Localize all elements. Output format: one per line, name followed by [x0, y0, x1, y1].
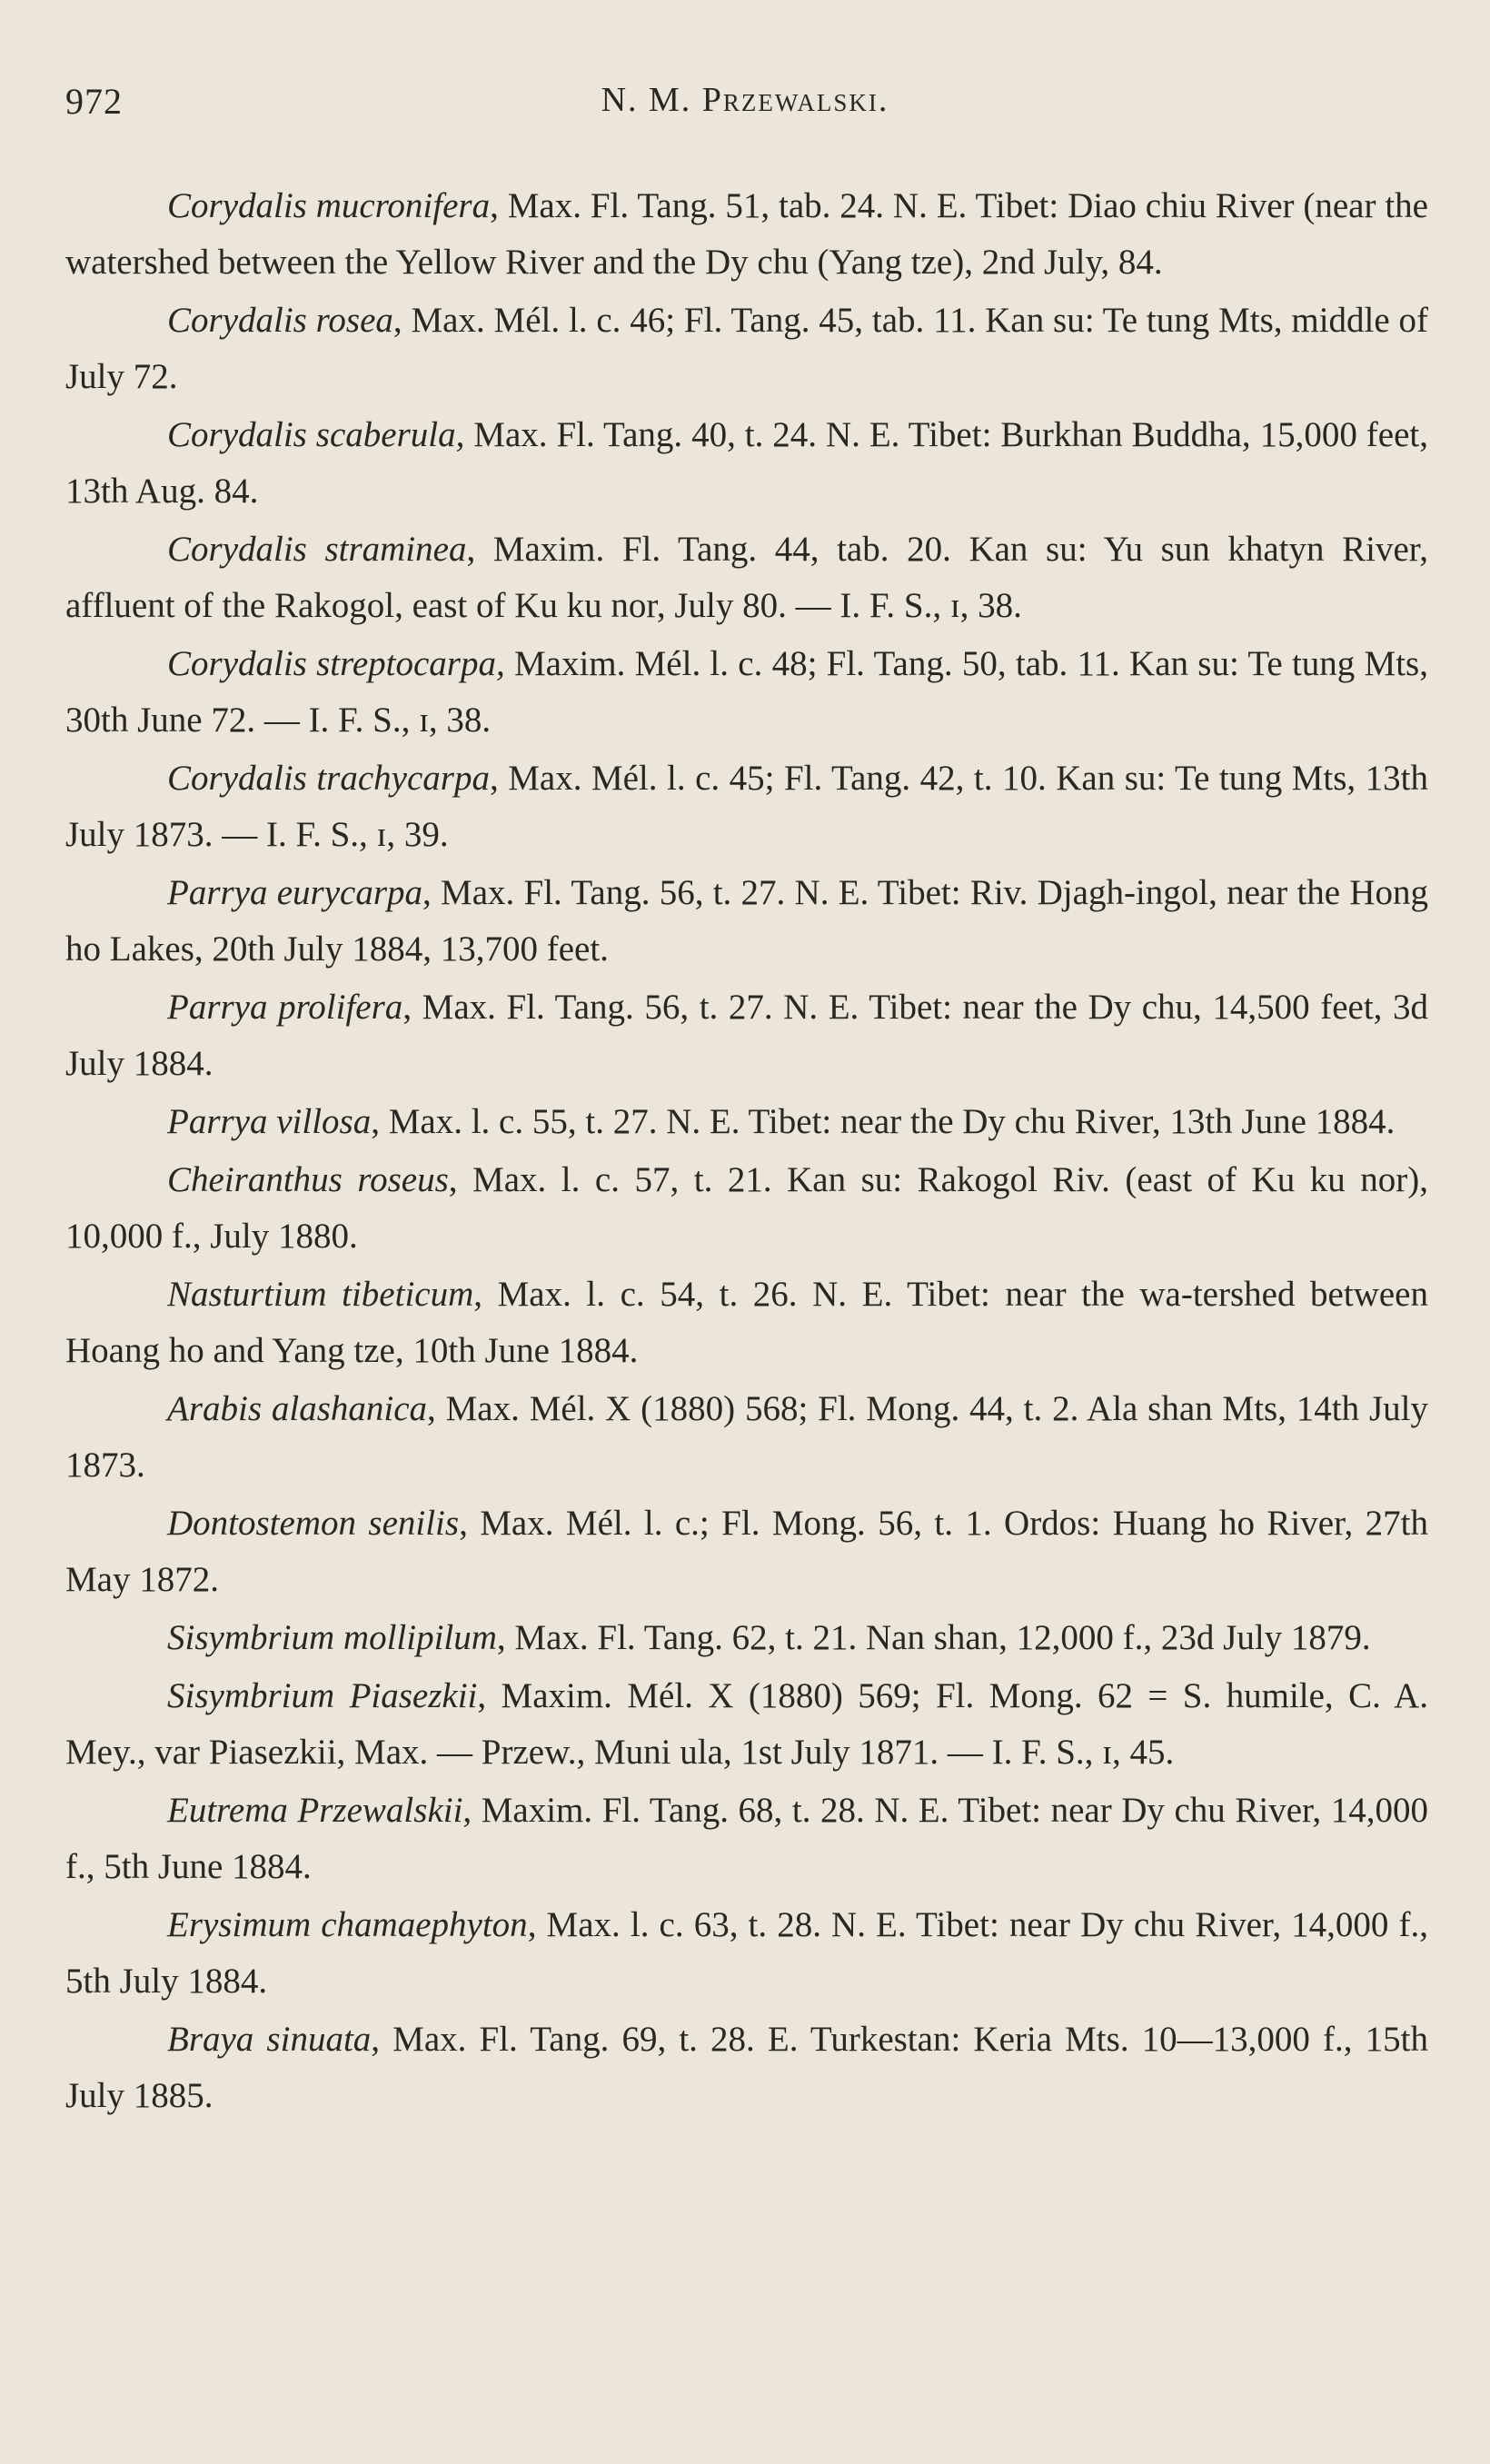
taxon-name: Sisymbrium Piasezkii: [167, 1676, 478, 1715]
entry-text: , Max. Mél. l. c. 46; Fl. Tang. 45, tab. 11. Kan su: Te tung Mts, middle of July 72.: [65, 301, 1428, 396]
list-item: [65, 636, 1428, 749]
entry-text: , Maxim. Fl. Tang. 44, tab. 20. Kan su: Yu sun khatyn River, affluent of the Rakogol, east of Ku ku nor, July 80. — I. F. S., ɪ, 38.: [65, 530, 1428, 625]
taxon-name: Parrya eurycarpa: [167, 873, 423, 912]
taxon-name: Parrya prolifera: [167, 988, 403, 1027]
list-item: [65, 1495, 1428, 1608]
taxon-name: Nasturtium tibeticum: [167, 1275, 474, 1314]
taxon-name: Corydalis streptocarpa,: [167, 644, 505, 683]
entry-text: , Max. Mél. l. c. 45; Fl. Tang. 42, t. 10. Kan su: Te tung Mts, 13th July 1873. — I. F. S., ɪ, 39.: [65, 759, 1428, 854]
taxon-name: Erysimum chamaephyton: [167, 1905, 528, 1944]
taxon-name: Cheiranthus roseus: [167, 1160, 449, 1199]
list-item: [65, 750, 1428, 863]
entry-text: , Max. l. c. 55, t. 27. N. E. Tibet: near the Dy chu River, 13th June 1884.: [371, 1102, 1396, 1141]
list-item: [65, 178, 1428, 291]
taxon-name: Sisymbrium mollipilum: [167, 1618, 497, 1657]
list-item: [65, 522, 1428, 634]
entry-text: , Max. Fl. Tang. 51, tab. 24. N. E. Tibet: Diao chiu River (near the watershed between the Yellow River and the Dy chu (Yang tze), 2nd July, 84.: [65, 186, 1428, 282]
entry-text: , Max. Mél. l. c.; Fl. Mong. 56, t. 1. Ordos: Huang ho River, 27th May 1872.: [65, 1504, 1428, 1599]
list-item: [65, 1152, 1428, 1265]
list-item: [65, 1668, 1428, 1781]
list-item: [65, 293, 1428, 405]
list-item: [65, 865, 1428, 978]
entry-text: , Max. Fl. Tang. 69, t. 28. E. Turkestan: Keria Mts. 10—13,000 f., 15th July 1885.: [65, 2020, 1428, 2115]
taxon-name: Arabis alashanica: [167, 1389, 428, 1428]
list-item: [65, 407, 1428, 520]
entry-text: , Max. l. c. 57, t. 21. Kan su: Rakogol Riv. (east of Ku ku nor), 10,000 f., July 1880.: [65, 1160, 1428, 1256]
entry-text: , Max. Fl. Tang. 62, t. 21. Nan shan, 12,000 f., 23d July 1879.: [496, 1618, 1371, 1657]
running-head: N. M. Przewalski.: [601, 81, 889, 119]
list-item: [65, 1610, 1428, 1666]
taxon-name: Corydalis rosea: [167, 301, 393, 340]
list-item: [65, 2012, 1428, 2124]
entry-text: , Max. Fl. Tang. 56, t. 27. N. E. Tibet: Riv. Djagh-ingol, near the Hong ho Lakes, 20th July 1884, 13,700 feet.: [65, 873, 1428, 969]
entry-text: , Maxim. Fl. Tang. 68, t. 28. N. E. Tibet: near Dy chu River, 14,000 f., 5th June 1884.: [65, 1791, 1428, 1886]
entry-text: , Maxim. Mél. X (1880) 569; Fl. Mong. 62 = S. humile, C. A. Mey., var Piasezkii, Max. — Przew., Muni ula, 1st July 1871. — I. F. S., ɪ, 45.: [65, 1676, 1429, 1772]
entry-text: , Max. l. c. 54, t. 26. N. E. Tibet: near the wa-tershed between Hoang ho and Yang tze, 10th June 1884.: [65, 1275, 1428, 1370]
list-item: [65, 1381, 1428, 1494]
taxon-name: Dontostemon senilis: [167, 1504, 460, 1543]
list-item: [65, 1897, 1428, 2010]
page-number: 972: [65, 81, 123, 122]
entry-text: , Max. Fl. Tang. 56, t. 27. N. E. Tibet: near the Dy chu, 14,500 feet, 3d July 1884.: [65, 988, 1428, 1083]
list-item: [65, 1094, 1428, 1150]
taxon-name: Corydalis straminea: [167, 530, 467, 569]
taxon-name: Eutrema Przewalskii: [167, 1791, 463, 1830]
list-item: [65, 1267, 1428, 1379]
entry-text: , Max. Mél. X (1880) 568; Fl. Mong. 44, t. 2. Ala shan Mts, 14th July 1873.: [65, 1389, 1429, 1485]
taxon-name: Corydalis trachycarpa: [167, 759, 490, 798]
taxon-name: Corydalis mucronifera: [167, 186, 491, 225]
taxon-name: Parrya villosa: [167, 1102, 372, 1141]
entries-list: [65, 178, 1428, 2126]
entry-text: Max. Fl. Tang. 40, t. 24. N. E. Tibet: Burkhan Buddha, 15,000 feet, 13th Aug. 84.: [65, 415, 1428, 511]
page-header: [65, 80, 1425, 134]
entry-text: Maxim. Mél. l. c. 48; Fl. Tang. 50, tab. 11. Kan su: Te tung Mts, 30th June 72. — I. F. S., ɪ, 38.: [65, 644, 1428, 740]
list-item: [65, 979, 1428, 1092]
list-item: [65, 1783, 1428, 1895]
taxon-name: Corydalis scaberula,: [167, 415, 465, 454]
taxon-name: Braya sinuata: [167, 2020, 372, 2059]
entry-text: , Max. l. c. 63, t. 28. N. E. Tibet: near Dy chu River, 14,000 f., 5th July 1884.: [65, 1905, 1428, 2001]
